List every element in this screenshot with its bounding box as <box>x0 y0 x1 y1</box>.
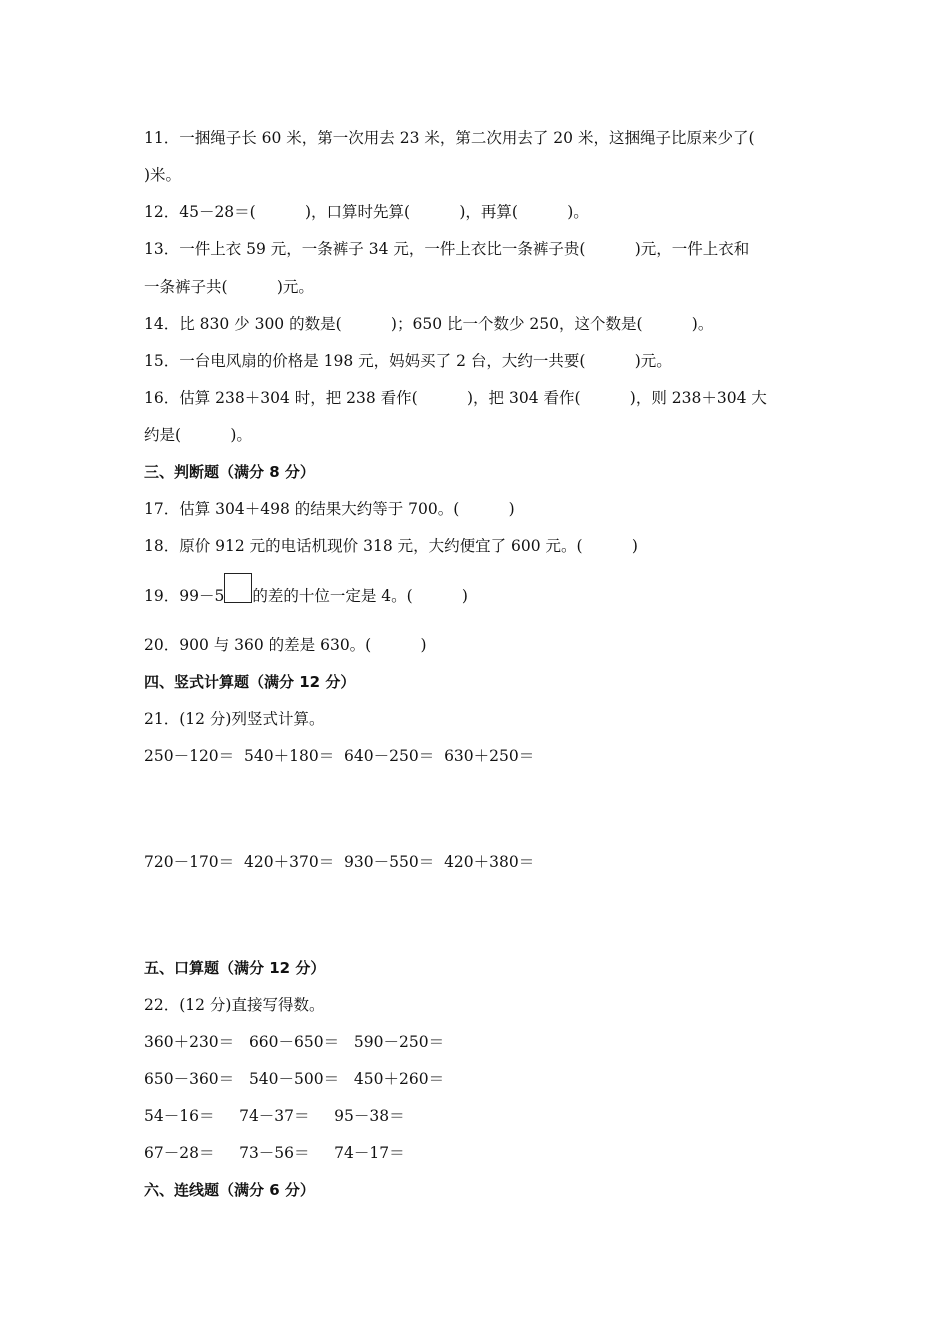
question-16-line-1: 16．估算 238＋304 时，把 238 看作( )，把 304 看作( )，则 238＋304 大 <box>144 389 767 407</box>
question-18: 18．原价 912 元的电话机现价 318 元，大约便宜了 600 元。( ) <box>144 537 638 555</box>
section-heading-vertical-calc: 四、竖式计算题（满分 12 分） <box>144 673 356 691</box>
question-21: 21．(12 分)列竖式计算。 <box>144 710 325 728</box>
question-16-line-2: 约是( )。 <box>144 426 252 444</box>
question-22-row-4: 67－28＝ 73－56＝ 74－17＝ <box>144 1144 405 1162</box>
question-21-row-1: 250－120＝ 540＋180＝ 640－250＝ 630＋250＝ <box>144 747 535 765</box>
section-heading-mental-calc: 五、口算题（满分 12 分） <box>144 959 326 977</box>
question-19 <box>144 585 468 607</box>
question-13-line-1: 13．一件上衣 59 元，一条裤子 34 元，一件上衣比一条裤子贵( )元，一件上衣和 <box>144 240 750 258</box>
question-17: 17．估算 304＋498 的结果大约等于 700。( ) <box>144 500 515 518</box>
question-14: 14．比 830 少 300 的数是( )；650 比一个数少 250，这个数是( )。 <box>144 315 714 333</box>
question-13-line-2: 一条裤子共( )元。 <box>144 278 314 296</box>
question-11-line-1: 11．一捆绳子长 60 米，第一次用去 23 米，第二次用去了 20 米，这捆绳子比原来少了( <box>144 129 755 147</box>
question-11-line-2: )米。 <box>144 166 182 184</box>
question-21-row-2: 720－170＝ 420＋370＝ 930－550＝ 420＋380＝ <box>144 853 535 871</box>
question-15: 15．一台电风扇的价格是 198 元，妈妈买了 2 台，大约一共要( )元。 <box>144 352 672 370</box>
question-22-row-1: 360＋230＝ 660－650＝ 590－250＝ <box>144 1033 445 1051</box>
question-22-row-2: 650－360＝ 540－500＝ 450＋260＝ <box>144 1070 445 1088</box>
question-20: 20．900 与 360 的差是 630。( ) <box>144 636 427 654</box>
question-22: 22．(12 分)直接写得数。 <box>144 996 325 1014</box>
question-19-suffix: 的差的十位一定是 4。( ) <box>252 587 468 605</box>
section-heading-judgement: 三、判断题（满分 8 分） <box>144 463 315 481</box>
question-19-prefix: 19．99－5 <box>144 587 225 605</box>
digit-box <box>224 573 252 603</box>
question-22-row-3: 54－16＝ 74－37＝ 95－38＝ <box>144 1107 405 1125</box>
section-heading-matching: 六、连线题（满分 6 分） <box>144 1181 315 1199</box>
question-12: 12．45－28＝( )，口算时先算( )，再算( )。 <box>144 203 589 221</box>
